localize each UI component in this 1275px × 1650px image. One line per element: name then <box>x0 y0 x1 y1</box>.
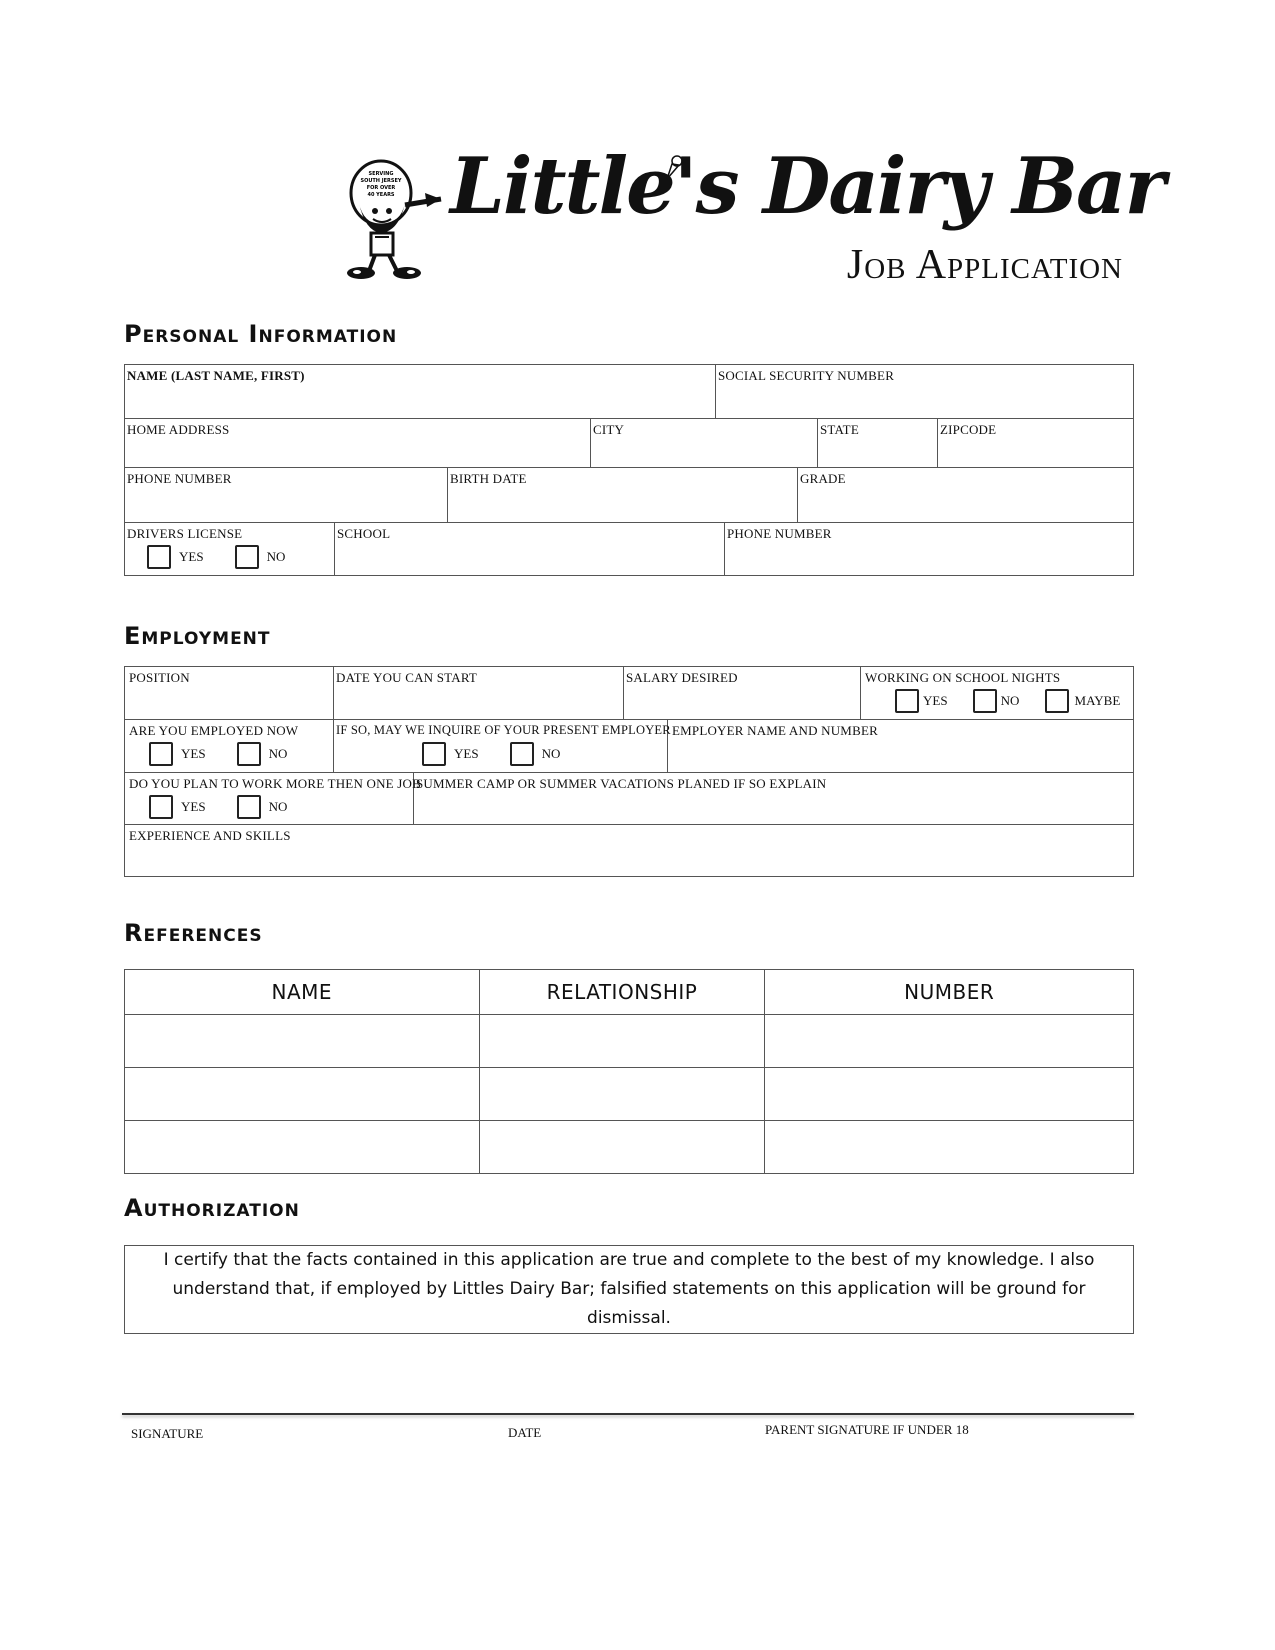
references-col-name: NAME <box>125 970 480 1015</box>
school-phone-field[interactable] <box>725 523 1133 576</box>
parent-signature-label: PARENT SIGNATURE IF UNDER 18 <box>765 1422 969 1437</box>
authorization-text <box>145 1246 1113 1333</box>
personal-info-grid <box>124 364 1134 576</box>
employment-row-1 <box>125 667 1133 720</box>
inquire-no-label: NO <box>541 746 561 761</box>
employment-row-2 <box>125 720 1133 773</box>
salary-field[interactable] <box>624 667 861 719</box>
reference-3-number-cell[interactable] <box>765 1121 1134 1174</box>
license-no-label: NO <box>266 549 286 564</box>
inquire-yes-label: YES <box>454 746 479 761</box>
state-label: STATE <box>820 422 859 437</box>
more-jobs-no-checkbox[interactable] <box>237 795 261 819</box>
employment-grid <box>124 666 1134 877</box>
nights-maybe-label: MAYBE <box>1074 693 1121 708</box>
employed-yes-label: YES <box>181 746 206 761</box>
license-yes-label: YES <box>179 549 204 564</box>
home-address-label: HOME ADDRESS <box>127 422 230 437</box>
state-field[interactable] <box>818 419 938 467</box>
city-label: CITY <box>593 422 625 437</box>
grade-label: GRADE <box>800 471 846 486</box>
section-title-authorization: Authorization <box>124 1194 300 1222</box>
start-date-field[interactable] <box>334 667 624 719</box>
more-jobs-field <box>125 773 421 824</box>
more-jobs-options <box>149 795 313 821</box>
school-nights-options <box>895 689 1120 715</box>
position-label: POSITION <box>129 670 190 685</box>
school-nights-label: WORKING ON SCHOOL NIGHTS <box>865 670 1061 685</box>
reference-3-name-cell[interactable] <box>125 1121 480 1174</box>
employed-no-label: NO <box>268 746 288 761</box>
signature-label: SIGNATURE <box>131 1426 204 1441</box>
date-label: DATE <box>508 1425 542 1440</box>
reference-3-relationship-cell[interactable] <box>479 1121 765 1174</box>
start-date-label: DATE YOU CAN START <box>336 670 478 685</box>
reference-1-number-cell[interactable] <box>765 1015 1134 1068</box>
experience-field[interactable] <box>125 825 1133 877</box>
logo-text-4: 40 YEARS <box>367 192 395 198</box>
reference-2-number-cell[interactable] <box>765 1068 1134 1121</box>
employer-name-field[interactable] <box>668 720 1133 772</box>
school-label: SCHOOL <box>337 526 391 541</box>
employment-row-3 <box>125 773 1133 825</box>
nights-yes-checkbox[interactable] <box>895 689 919 713</box>
inquire-yes-checkbox[interactable] <box>422 742 446 766</box>
license-yes-checkbox[interactable] <box>147 545 171 569</box>
zipcode-label: ZIPCODE <box>940 422 997 437</box>
nights-yes-option[interactable] <box>895 689 948 713</box>
section-title-employment: Employment <box>124 622 271 650</box>
more-jobs-yes-option[interactable] <box>149 795 206 819</box>
logo-text-2: SOUTH JERSEY <box>360 178 402 184</box>
table-row <box>125 1121 1134 1174</box>
summer-plans-label: SUMMER CAMP OR SUMMER VACATIONS PLANED IF SO EXPLAIN <box>416 776 827 791</box>
birth-date-label: BIRTH DATE <box>450 471 527 486</box>
signature-line[interactable] <box>122 1413 1134 1415</box>
inquire-yes-option[interactable] <box>422 742 479 766</box>
employment-row-4 <box>125 825 1133 877</box>
city-field[interactable] <box>591 419 818 467</box>
drivers-license-options <box>147 545 311 571</box>
reference-1-name-cell[interactable] <box>125 1015 480 1068</box>
employed-now-field <box>125 720 334 772</box>
grade-field[interactable] <box>798 468 1133 522</box>
more-jobs-no-label: NO <box>268 799 288 814</box>
more-jobs-yes-checkbox[interactable] <box>149 795 173 819</box>
authorization-box <box>124 1245 1134 1334</box>
header <box>345 141 1164 288</box>
authorization-line-1: I certify that the facts contained in this application are true and complete to the best of my knowledge. I also <box>163 1250 1095 1270</box>
more-jobs-no-option[interactable] <box>237 795 288 819</box>
table-row <box>125 1068 1134 1121</box>
references-col-number: NUMBER <box>765 970 1134 1015</box>
employed-now-label: ARE YOU EMPLOYED NOW <box>129 723 299 738</box>
zipcode-field[interactable] <box>938 419 1133 467</box>
ssn-label: SOCIAL SECURITY NUMBER <box>718 368 895 383</box>
nights-no-label: NO <box>1000 693 1020 708</box>
references-table <box>124 969 1134 1174</box>
employed-yes-option[interactable] <box>149 742 206 766</box>
section-title-references: References <box>124 919 263 947</box>
reference-2-relationship-cell[interactable] <box>479 1068 765 1121</box>
logo-text-3: FOR OVER <box>366 185 396 191</box>
mascot-logo <box>345 153 445 283</box>
inquire-no-option[interactable] <box>510 742 561 766</box>
birth-date-field[interactable] <box>448 468 798 522</box>
reference-2-name-cell[interactable] <box>125 1068 480 1121</box>
phone-number-field[interactable] <box>125 468 448 522</box>
reference-1-relationship-cell[interactable] <box>479 1015 765 1068</box>
ssn-field[interactable] <box>716 365 1133 418</box>
references-col-relationship: RELATIONSHIP <box>479 970 765 1015</box>
inquire-no-checkbox[interactable] <box>510 742 534 766</box>
summer-plans-field[interactable] <box>414 773 1133 824</box>
employed-no-checkbox[interactable] <box>237 742 261 766</box>
drivers-license-label: DRIVERS LICENSE <box>127 526 243 541</box>
personal-row-4 <box>125 523 1133 576</box>
employed-now-options <box>149 742 313 768</box>
nights-yes-label: YES <box>923 693 948 708</box>
nights-no-checkbox[interactable] <box>973 689 997 713</box>
inquire-employer-options <box>422 742 586 768</box>
inquire-employer-label: IF SO, MAY WE INQUIRE OF YOUR PRESENT EMPLOYER <box>336 723 671 737</box>
more-jobs-yes-label: YES <box>181 799 206 814</box>
school-nights-field <box>861 667 1133 719</box>
phone-number-label: PHONE NUMBER <box>127 471 232 486</box>
personal-row-2 <box>125 419 1133 468</box>
license-no-option[interactable] <box>235 545 286 569</box>
table-row <box>125 1015 1134 1068</box>
section-title-personal: Personal Information <box>124 320 398 348</box>
license-yes-option[interactable] <box>147 545 204 569</box>
employed-no-option[interactable] <box>237 742 288 766</box>
experience-label: EXPERIENCE AND SKILLS <box>129 828 291 843</box>
employed-yes-checkbox[interactable] <box>149 742 173 766</box>
position-field[interactable] <box>125 667 334 719</box>
name-label: NAME (LAST NAME, FIRST) <box>127 368 305 383</box>
license-no-checkbox[interactable] <box>235 545 259 569</box>
personal-row-1 <box>125 365 1133 419</box>
school-field[interactable] <box>335 523 725 576</box>
nights-maybe-option[interactable] <box>1045 689 1121 713</box>
references-header-row <box>125 970 1134 1015</box>
logo-text-1: SERVING <box>368 171 394 177</box>
brand-title: Little's Dairy Bar <box>450 141 1164 232</box>
school-phone-label: PHONE NUMBER <box>727 526 832 541</box>
page-subtitle: Job Application <box>846 242 1123 288</box>
inquire-employer-field <box>334 720 671 772</box>
home-address-field[interactable] <box>125 419 591 467</box>
ice-cream-cone-icon <box>665 155 685 181</box>
personal-row-3 <box>125 468 1133 523</box>
salary-label: SALARY DESIRED <box>626 670 738 685</box>
drivers-license-field <box>125 523 335 576</box>
authorization-line-2: understand that, if employed by Littles Dairy Bar; falsified statements on this application will be ground for dismissal. <box>172 1279 1086 1328</box>
nights-maybe-checkbox[interactable] <box>1045 689 1069 713</box>
more-jobs-label: DO YOU PLAN TO WORK MORE THEN ONE JOB <box>129 776 421 791</box>
nights-no-option[interactable] <box>973 689 1020 713</box>
employer-name-label: EMPLOYER NAME AND NUMBER <box>672 723 878 738</box>
name-field[interactable] <box>125 365 716 418</box>
